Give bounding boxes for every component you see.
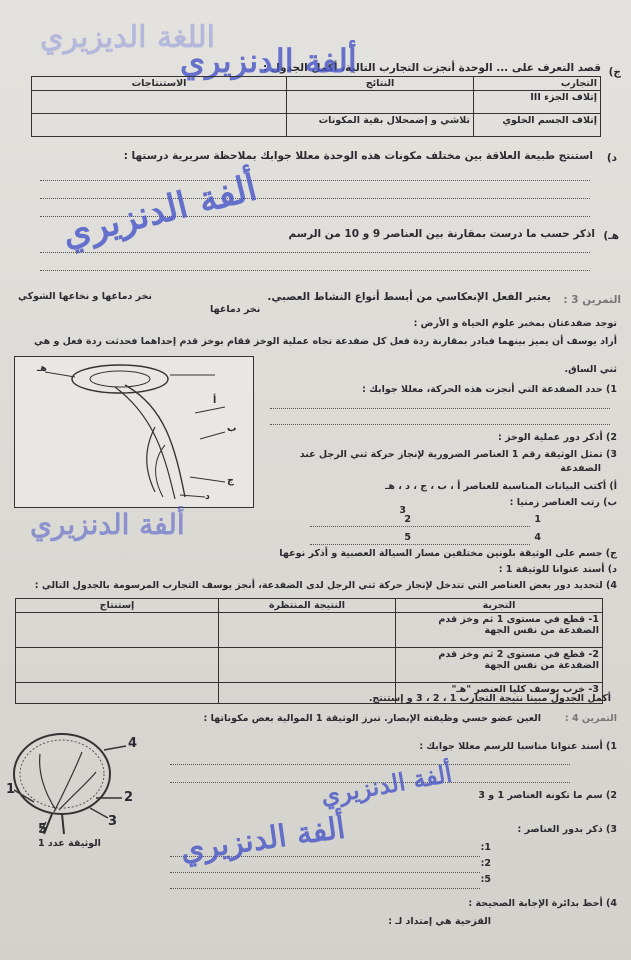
diagram-label-h: هـ [37,363,47,374]
eye-number-2: 2 [124,790,134,805]
q-c-label: ج) [608,66,621,78]
table-cell: إتلاف الجزء III [474,91,601,114]
table-header: التجارب [474,77,601,91]
answer-line [270,424,610,425]
ex2-intro-1: توجد ضفدعتان بمخبر علوم الحياة و الأرض : [413,318,617,329]
q-c-text: قصد التعرف على ... الوحدة أنجزت التجارب التالية، أكمل الجدول : [263,62,601,74]
answer-line [270,408,610,409]
q-c-stamp: ألفة الدنزيري [180,42,357,80]
answer-line [170,888,480,889]
experiments-table [15,598,603,704]
table-cell [287,91,474,114]
bottom-stamp: ألفة الدنزيري [318,758,455,811]
exercise-2-label: التمرين 3 : [563,294,621,306]
table-cell: 1- قطع في مستوى 1 ثم وخز قدم الضفدعة من نفس الجهة [396,613,603,648]
table-cell [32,91,287,114]
table-cell [16,683,219,704]
ex2-q1: 1) حدد الضفدعة التي أنجزت هذه الحركة، معللا جوابك : [362,384,617,395]
eye-diagram [4,722,154,852]
table-header: الاستنتاجات [32,77,287,91]
eye-number-1: 1 [6,782,16,797]
table-cell: إتلاف الجسم الخلوي [474,114,601,137]
ex2-stamp: ألفة الدنزيري [30,508,185,541]
exercise-3-label: التمرين 4 : [564,713,617,724]
exercise-3-intro: العين عضو حسي وظيفته الإبصار. تبرز الوثيقة 1 الموالية بعض مكوناتها : [203,713,541,724]
table-cell [219,648,396,683]
order-2: 2 [404,514,411,525]
q-h-text: اذكر حسب ما درست بمقارنة بين العناصر 9 و 10 من الرسم [288,228,595,240]
table-row [16,648,603,683]
table-header: إستنتاج [16,599,219,613]
diagram-label-d: د [205,491,210,502]
answer-line [40,252,590,253]
table-header-row [16,599,603,613]
table-cell: 2- قطع في مستوى 2 ثم وخز قدم الضفدعة من نفس الجهة [396,648,603,683]
ex2-q2: 2) أذكر دور عملية الوخز : [497,432,617,443]
table-cell [16,613,219,648]
q-d-label: د) [606,152,617,164]
ex3-item-5: 5: [480,874,491,885]
ex2-qa: أ) أكتب البيانات المناسبة للعناصر أ ، ب ، ج ، د ، هـ [385,481,617,492]
table-header: النتائج [287,77,474,91]
answer-line [40,180,590,181]
table-header: النتيجة المنتظرة [219,599,396,613]
answer-line [40,270,590,271]
header-stamp: اللغة الديزيري [40,20,215,55]
table-row [32,91,601,114]
ex3-q1: 1) أسند عنوانا مناسبا للرسم معللا جوابك : [419,741,617,752]
answer-line [310,526,530,527]
table-cell [219,613,396,648]
ex3-q4: 4) أحط بدائرة الإجابة الصحيحة : [468,898,617,909]
order-1: 1 [534,514,541,525]
ex3-q3: 3) ذكر بدور العناصر : [517,824,617,835]
ex2-intro-3: ثني الساق. [564,364,617,375]
ex2-note-2: نخر دماغها [210,304,261,315]
ex2-qd: د) أسند عنوانا للوثيقة 1 : [498,564,617,575]
diagram-label-a: أ [213,395,217,406]
reflex-arc-drawing [15,357,253,507]
eye-number-3: 3 [108,814,118,829]
ex2-qc: ج) جسم على الوثيقة بلونين مختلفين مسار السيالة العصبية و أذكر نوعها [279,548,617,559]
answer-line [170,872,480,873]
table-cell [16,648,219,683]
ex3-q2: 2) سم ما تكونه العناصر 1 و 3 [478,790,617,801]
q-d-text: استنتج طبيعة العلاقة بين مختلف مكونات هذه الوحدة معللا جوابك بملاحظة سريرية درستها : [123,150,593,162]
table-cell: 3- خرب يوسف كليا العنصر "هـ" [396,683,603,704]
order-3: 3 [399,505,406,516]
q-h-label: هـ) [603,230,619,242]
answer-line [310,544,530,545]
exercise-2-title: يعتبر الفعل الإنعكاسي من أبسط أنواع النشاط العصبي. [267,291,551,303]
ex2-q3-a: 3) تمثل الوثيقة رقم 1 العناصر الضرورية لإنجاز حركة ثني الرجل عند [299,449,617,460]
ex2-q4: 4) لتحديد دور بعض العناصر التي تتدخل لإنجاز حركة ثني الرجل لدى الضفدعة، أنجز يوسف التجارب المرسومة بالجدول التالي : [34,580,617,591]
ex2-conclude: أكمل الجدول مبينا نتيجة التجارب 1 ، 2 ، 3 و إستنتج. [368,693,611,704]
diagram-label-c: ج [227,475,234,486]
mid-stamp: ألفة الدنزيري [57,166,261,256]
ex3-item-2: 2: [480,858,491,869]
eye-number-4: 4 [128,736,138,751]
answer-line [170,764,570,765]
eye-caption: الوثيقة عدد 1 [38,838,101,849]
ex3-item-1: 1: [480,842,491,853]
ex2-intro-2: أراد يوسف أن يميز بينهما فبادر بمقارنة ردة فعل كل ضفدعة تجاه عملية الوخز فقام بوخز قدم إحداهما فحدثت ردة فعل و هي [33,336,617,347]
table-row [32,114,601,137]
frog-reflex-diagram [14,356,254,508]
ex2-note-1: نخر دماغها و نخاعها الشوكي [18,291,153,302]
q-c-table [31,76,601,137]
table-header: التجربة [396,599,603,613]
order-4: 4 [534,532,541,543]
order-5: 5 [404,532,411,543]
bottom-stamp-2: ألفة الدنزيري [178,810,348,869]
ex2-qb: ب) رتب العناصر زمنيا : [509,497,617,508]
table-cell [32,114,287,137]
ex3-q4-line: القزحية هي إمتداد لـ : [388,916,491,927]
eye-number-5: 5 [38,822,48,837]
table-cell: تلاشي و إضمحلال بقية المكونات [287,114,474,137]
table-row [16,613,603,648]
table-header-row [32,77,601,91]
ex2-q3-b: الضفدعة [560,463,601,474]
diagram-label-b: ب [227,423,237,434]
